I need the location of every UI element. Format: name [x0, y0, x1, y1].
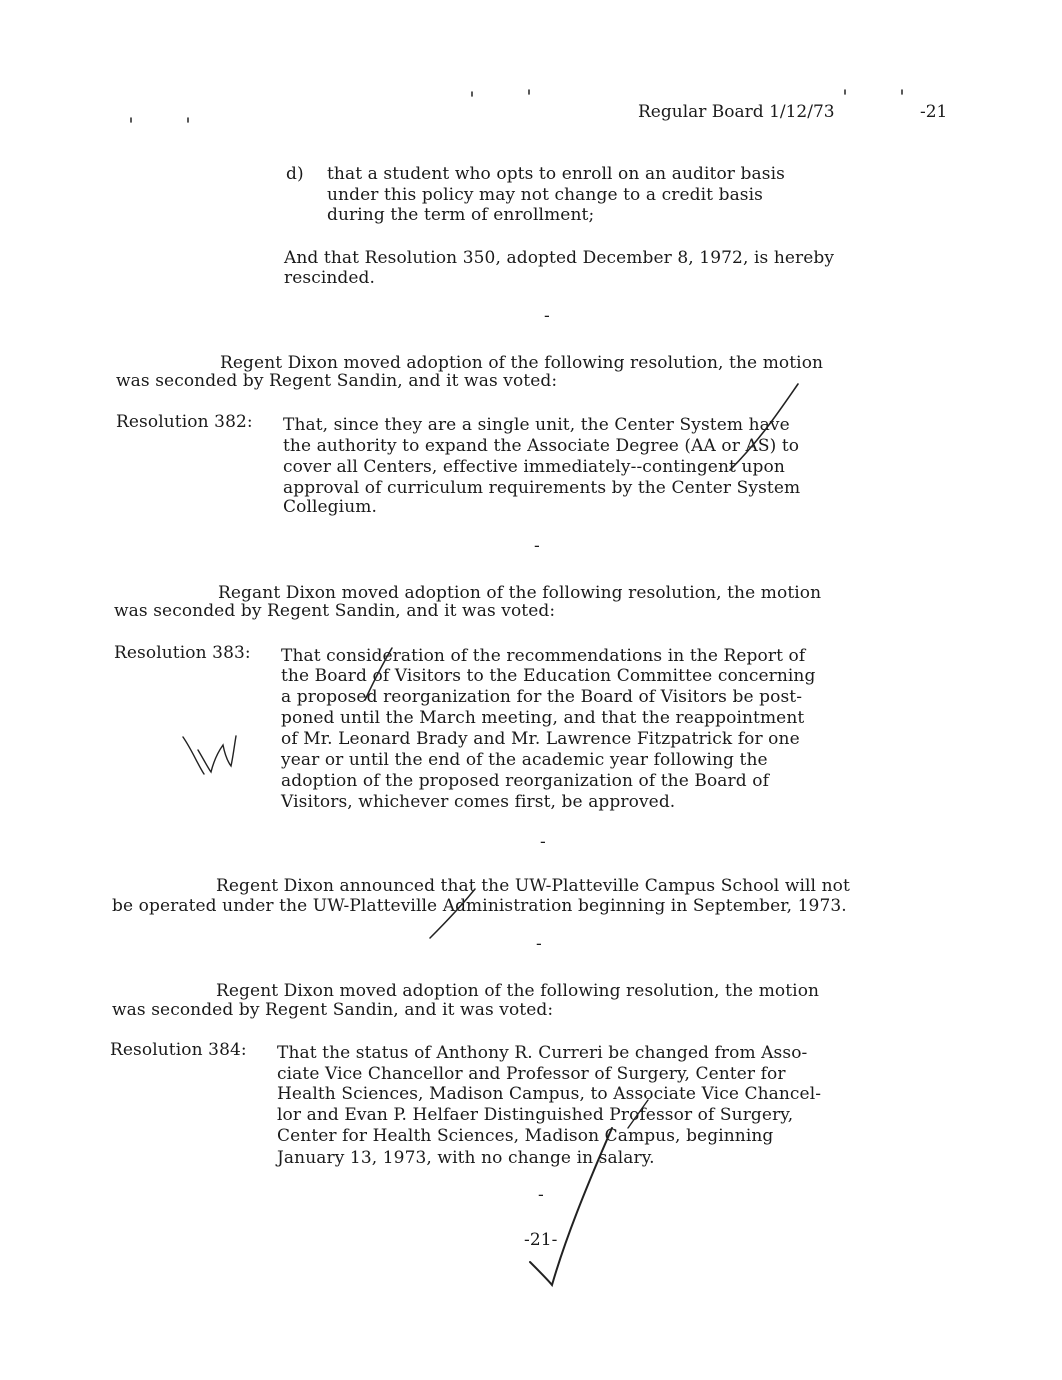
section-intro-line: Regent Dixon moved adoption of the following resolution, the motion	[220, 353, 824, 373]
item-d-label: d)	[286, 164, 304, 184]
resolution-body-line: Health Sciences, Madison Campus, to Associate Vice Chancel-	[277, 1084, 822, 1104]
resolution-body-line: Visitors, whichever comes first, be approved.	[281, 792, 676, 812]
handwritten-initials	[183, 736, 236, 774]
page-header-title: Regular Board 1/12/73	[638, 102, 835, 122]
resolution-body-line: cover all Centers, effective immediately--contingent upon	[283, 457, 785, 477]
section-separator: -	[534, 536, 540, 556]
item-d-line: during the term of enrollment;	[327, 205, 595, 225]
section-intro-line: Regent Dixon announced that the UW-Platteville Campus School will not	[216, 876, 850, 896]
section-intro-line: was seconded by Regent Sandin, and it was voted:	[116, 371, 558, 391]
footer-page-number: -21-	[524, 1230, 558, 1250]
resolution-body-line: ciate Vice Chancellor and Professor of Surgery, Center for	[277, 1064, 786, 1084]
section-separator: -	[538, 1185, 544, 1205]
resolution-body-line: That the status of Anthony R. Curreri be changed from Asso-	[277, 1043, 808, 1063]
resolution-body-line: Collegium.	[283, 497, 377, 517]
resolution-label: Resolution 384:	[110, 1040, 247, 1060]
resolution-body-line: adoption of the proposed reorganization of the Board of	[281, 771, 769, 791]
resolution-body-line: year or until the end of the academic year following the	[281, 750, 768, 770]
section-intro-line: was seconded by Regent Sandin, and it was voted:	[112, 1000, 554, 1020]
rescind-line: rescinded.	[284, 268, 376, 288]
section-intro-line: Regant Dixon moved adoption of the following resolution, the motion	[218, 583, 822, 603]
resolution-body-line: January 13, 1973, with no change in salary.	[277, 1148, 655, 1168]
resolution-body-line: of Mr. Leonard Brady and Mr. Lawrence Fitzpatrick for one	[281, 729, 800, 749]
resolution-body-line: the Board of Visitors to the Education Committee concerning	[281, 666, 816, 686]
resolution-body-line: a proposed reorganization for the Board of Visitors be post-	[281, 687, 803, 707]
section-intro-line: Regent Dixon moved adoption of the following resolution, the motion	[216, 981, 820, 1001]
resolution-body-line: That consideration of the recommendations in the Report of	[281, 646, 806, 666]
section-separator: -	[544, 306, 550, 326]
resolution-label: Resolution 383:	[114, 643, 251, 663]
resolution-body-line: approval of curriculum requirements by the Center System	[283, 478, 801, 498]
resolution-body-line: That, since they are a single unit, the Center System have	[283, 415, 790, 435]
page-header-number: -21	[920, 102, 948, 122]
resolution-body-line: the authority to expand the Associate Degree (AA or AS) to	[283, 436, 800, 456]
resolution-label: Resolution 382:	[116, 412, 253, 432]
item-d-line: under this policy may not change to a credit basis	[327, 185, 763, 205]
resolution-body-line: Center for Health Sciences, Madison Campus, beginning	[277, 1126, 774, 1146]
item-d-line: that a student who opts to enroll on an auditor basis	[327, 164, 785, 184]
section-separator: -	[540, 832, 546, 852]
section-intro-line: be operated under the UW-Platteville Administration beginning in September, 1973.	[112, 896, 847, 916]
rescind-line: And that Resolution 350, adopted December 8, 1972, is hereby	[284, 248, 835, 268]
section-intro-line: was seconded by Regent Sandin, and it was voted:	[114, 601, 556, 621]
resolution-body-line: poned until the March meeting, and that the reappointment	[281, 708, 805, 728]
resolution-body-line: lor and Evan P. Helfaer Distinguished Professor of Surgery,	[277, 1105, 794, 1125]
section-separator: -	[536, 934, 542, 954]
